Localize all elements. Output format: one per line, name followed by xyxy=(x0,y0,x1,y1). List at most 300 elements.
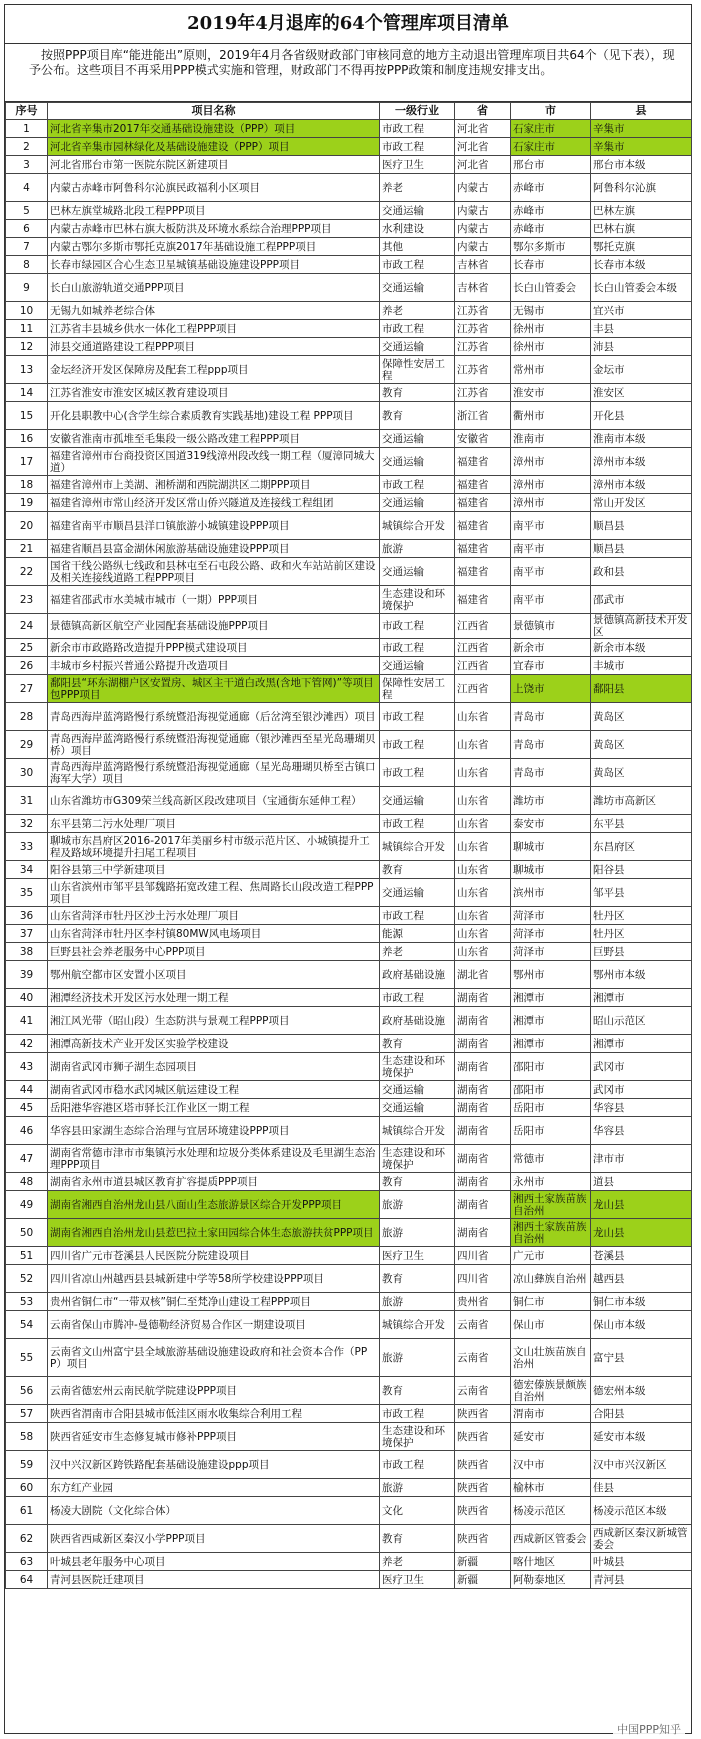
county-cell: 丰城市 xyxy=(591,657,692,675)
province-cell: 云南省 xyxy=(455,1377,511,1405)
table-row xyxy=(6,1497,692,1525)
row-number-cell: 33 xyxy=(6,833,48,861)
industry-cell: 交通运输 xyxy=(380,202,455,220)
table-row xyxy=(6,675,692,703)
county-cell: 巴林右旗 xyxy=(591,220,692,238)
province-cell: 内蒙古 xyxy=(455,174,511,202)
row-number-cell: 18 xyxy=(6,476,48,494)
table-row xyxy=(6,703,692,731)
table-row xyxy=(6,1173,692,1191)
industry-cell: 生态建设和环境保护 xyxy=(380,1145,455,1173)
city-cell: 邵阳市 xyxy=(511,1081,591,1099)
city-cell: 汉中市 xyxy=(511,1451,591,1479)
industry-cell: 教育 xyxy=(380,384,455,402)
table-row xyxy=(6,961,692,989)
table-row xyxy=(6,731,692,759)
city-cell: 榆林市 xyxy=(511,1479,591,1497)
industry-cell: 文化 xyxy=(380,1497,455,1525)
city-cell: 泰安市 xyxy=(511,815,591,833)
province-cell: 新疆 xyxy=(455,1553,511,1571)
project-name-cell: 湘潭高新技术产业开发区实验学校建设 xyxy=(48,1035,380,1053)
industry-cell: 交通运输 xyxy=(380,338,455,356)
county-cell: 道县 xyxy=(591,1173,692,1191)
county-cell: 青河县 xyxy=(591,1571,692,1589)
project-name-cell: 江苏省丰县城乡供水一体化工程PPP项目 xyxy=(48,320,380,338)
row-number-cell: 64 xyxy=(6,1571,48,1589)
table-row xyxy=(6,1053,692,1081)
row-number-cell: 60 xyxy=(6,1479,48,1497)
province-cell: 内蒙古 xyxy=(455,238,511,256)
footer-watermark: 中国PPP知乎 xyxy=(613,1721,685,1737)
county-cell: 华容县 xyxy=(591,1117,692,1145)
project-table xyxy=(5,102,692,1589)
project-name-cell: 河北省邢台市第一医院东院区新建项目 xyxy=(48,156,380,174)
table-row xyxy=(6,138,692,156)
industry-cell: 医疗卫生 xyxy=(380,156,455,174)
row-number-cell: 63 xyxy=(6,1553,48,1571)
province-cell: 江苏省 xyxy=(455,356,511,384)
province-cell: 河北省 xyxy=(455,156,511,174)
industry-cell: 生态建设和环境保护 xyxy=(380,1423,455,1451)
table-row xyxy=(6,1117,692,1145)
province-cell: 新疆 xyxy=(455,1571,511,1589)
project-name-cell: 福建省南平市顺昌县洋口镇旅游小城镇建设PPP项目 xyxy=(48,512,380,540)
province-cell: 江西省 xyxy=(455,657,511,675)
province-cell: 福建省 xyxy=(455,586,511,614)
province-cell: 四川省 xyxy=(455,1265,511,1293)
industry-cell: 市政工程 xyxy=(380,256,455,274)
project-name-cell: 华容县田家湖生态综合治理与宜居环境建设PPP项目 xyxy=(48,1117,380,1145)
city-cell: 石家庄市 xyxy=(511,138,591,156)
industry-cell: 教育 xyxy=(380,1173,455,1191)
city-cell: 菏泽市 xyxy=(511,907,591,925)
project-name-cell: 岳阳港华容港区塔市驿长江作业区一期工程 xyxy=(48,1099,380,1117)
province-cell: 河北省 xyxy=(455,138,511,156)
row-number-cell: 28 xyxy=(6,703,48,731)
table-row xyxy=(6,1081,692,1099)
county-cell: 黄岛区 xyxy=(591,731,692,759)
city-cell: 菏泽市 xyxy=(511,943,591,961)
province-cell: 内蒙古 xyxy=(455,202,511,220)
province-cell: 山东省 xyxy=(455,907,511,925)
province-cell: 江苏省 xyxy=(455,320,511,338)
table-row xyxy=(6,1423,692,1451)
county-cell: 昭山示范区 xyxy=(591,1007,692,1035)
project-name-cell: 鄱阳县“环东湖棚户区安置房、城区主干道白改黑(含地下管网)”等项目包PPP项目 xyxy=(48,675,380,703)
city-cell: 漳州市 xyxy=(511,476,591,494)
county-cell: 牡丹区 xyxy=(591,925,692,943)
county-cell: 牡丹区 xyxy=(591,907,692,925)
city-cell: 德宏傣族景颇族自治州 xyxy=(511,1377,591,1405)
industry-cell: 旅游 xyxy=(380,1191,455,1219)
row-number-cell: 49 xyxy=(6,1191,48,1219)
project-name-cell: 湖南省湘西自治州龙山县惹巴拉土家田园综合体生态旅游扶贫PPP项目 xyxy=(48,1219,380,1247)
county-cell: 佳县 xyxy=(591,1479,692,1497)
province-cell: 河北省 xyxy=(455,120,511,138)
city-cell: 聊城市 xyxy=(511,861,591,879)
table-row xyxy=(6,202,692,220)
county-cell: 淮南市本级 xyxy=(591,430,692,448)
city-cell: 聊城市 xyxy=(511,833,591,861)
city-cell: 永州市 xyxy=(511,1173,591,1191)
project-name-cell: 青岛西海岸蓝湾路慢行系统暨沿海视觉通廊（后岔湾至银沙滩西）项目 xyxy=(48,703,380,731)
industry-cell: 交通运输 xyxy=(380,558,455,586)
industry-cell: 生态建设和环境保护 xyxy=(380,586,455,614)
county-cell: 叶城县 xyxy=(591,1553,692,1571)
table-row xyxy=(6,256,692,274)
table-row xyxy=(6,1099,692,1117)
row-number-cell: 17 xyxy=(6,448,48,476)
industry-cell: 交通运输 xyxy=(380,430,455,448)
city-cell: 长白山管委会 xyxy=(511,274,591,302)
county-cell: 漳州市本级 xyxy=(591,448,692,476)
industry-cell: 市政工程 xyxy=(380,138,455,156)
county-cell: 武冈市 xyxy=(591,1081,692,1099)
table-row xyxy=(6,1145,692,1173)
table-row xyxy=(6,759,692,787)
project-name-cell: 贵州省铜仁市“一带双核”铜仁至梵净山建设工程PPP项目 xyxy=(48,1293,380,1311)
province-cell: 山东省 xyxy=(455,879,511,907)
county-cell: 德宏州本级 xyxy=(591,1377,692,1405)
county-cell: 常山开发区 xyxy=(591,494,692,512)
province-cell: 湖南省 xyxy=(455,1117,511,1145)
industry-cell: 交通运输 xyxy=(380,879,455,907)
province-cell: 江苏省 xyxy=(455,384,511,402)
row-number-cell: 48 xyxy=(6,1173,48,1191)
row-number-cell: 19 xyxy=(6,494,48,512)
county-cell: 龙山县 xyxy=(591,1191,692,1219)
city-cell: 喀什地区 xyxy=(511,1553,591,1571)
county-cell: 新余市本级 xyxy=(591,639,692,657)
industry-cell: 养老 xyxy=(380,943,455,961)
county-cell: 津市市 xyxy=(591,1145,692,1173)
province-cell: 湖南省 xyxy=(455,1007,511,1035)
city-cell: 邢台市 xyxy=(511,156,591,174)
project-name-cell: 湖南省常德市津市市集镇污水处理和垃圾分类体系建设及毛里湖生态治理PPP项目 xyxy=(48,1145,380,1173)
header-city: 市 xyxy=(511,103,591,120)
province-cell: 云南省 xyxy=(455,1339,511,1377)
table-row xyxy=(6,220,692,238)
province-cell: 福建省 xyxy=(455,448,511,476)
county-cell: 华容县 xyxy=(591,1099,692,1117)
county-cell: 龙山县 xyxy=(591,1219,692,1247)
industry-cell: 交通运输 xyxy=(380,274,455,302)
table-row xyxy=(6,1311,692,1339)
county-cell: 金坛市 xyxy=(591,356,692,384)
city-cell: 青岛市 xyxy=(511,703,591,731)
project-name-cell: 云南省保山市腾冲-曼德勒经济贸易合作区一期建设项目 xyxy=(48,1311,380,1339)
city-cell: 赤峰市 xyxy=(511,220,591,238)
province-cell: 山东省 xyxy=(455,731,511,759)
row-number-cell: 16 xyxy=(6,430,48,448)
county-cell: 开化县 xyxy=(591,402,692,430)
county-cell: 淮安区 xyxy=(591,384,692,402)
row-number-cell: 29 xyxy=(6,731,48,759)
row-number-cell: 37 xyxy=(6,925,48,943)
county-cell: 景德镇高新技术开发区 xyxy=(591,614,692,639)
project-name-cell: 叶城县老年服务中心项目 xyxy=(48,1553,380,1571)
row-number-cell: 12 xyxy=(6,338,48,356)
province-cell: 陕西省 xyxy=(455,1497,511,1525)
row-number-cell: 42 xyxy=(6,1035,48,1053)
industry-cell: 城镇综合开发 xyxy=(380,512,455,540)
county-cell: 政和县 xyxy=(591,558,692,586)
row-number-cell: 52 xyxy=(6,1265,48,1293)
row-number-cell: 23 xyxy=(6,586,48,614)
county-cell: 宜兴市 xyxy=(591,302,692,320)
project-name-cell: 金坛经济开发区保障房及配套工程ppp项目 xyxy=(48,356,380,384)
city-cell: 保山市 xyxy=(511,1311,591,1339)
province-cell: 陕西省 xyxy=(455,1479,511,1497)
table-row xyxy=(6,586,692,614)
row-number-cell: 45 xyxy=(6,1099,48,1117)
county-cell: 邵武市 xyxy=(591,586,692,614)
row-number-cell: 35 xyxy=(6,879,48,907)
row-number-cell: 22 xyxy=(6,558,48,586)
table-row xyxy=(6,512,692,540)
project-name-cell: 东方红产业园 xyxy=(48,1479,380,1497)
row-number-cell: 10 xyxy=(6,302,48,320)
county-cell: 巴林左旗 xyxy=(591,202,692,220)
city-cell: 西咸新区管委会 xyxy=(511,1525,591,1553)
county-cell: 湘潭市 xyxy=(591,989,692,1007)
row-number-cell: 39 xyxy=(6,961,48,989)
county-cell: 漳州市本级 xyxy=(591,476,692,494)
table-body xyxy=(6,120,692,1589)
header-industry: 一级行业 xyxy=(380,103,455,120)
header-no: 序号 xyxy=(6,103,48,120)
page-title: 2019年4月退库的64个管理库项目清单 xyxy=(5,5,691,44)
header-province: 省 xyxy=(455,103,511,120)
row-number-cell: 9 xyxy=(6,274,48,302)
row-number-cell: 13 xyxy=(6,356,48,384)
industry-cell: 交通运输 xyxy=(380,657,455,675)
city-cell: 潍坊市 xyxy=(511,787,591,815)
county-cell: 长春市本级 xyxy=(591,256,692,274)
table-row xyxy=(6,1571,692,1589)
table-row xyxy=(6,639,692,657)
project-name-cell: 陕西省延安市生态修复城市修补PPP项目 xyxy=(48,1423,380,1451)
city-cell: 邵阳市 xyxy=(511,1053,591,1081)
table-row xyxy=(6,815,692,833)
project-name-cell: 山东省菏泽市牡丹区李村镇80MW风电场项目 xyxy=(48,925,380,943)
table-row xyxy=(6,274,692,302)
row-number-cell: 38 xyxy=(6,943,48,961)
city-cell: 漳州市 xyxy=(511,494,591,512)
row-number-cell: 5 xyxy=(6,202,48,220)
row-number-cell: 15 xyxy=(6,402,48,430)
province-cell: 四川省 xyxy=(455,1247,511,1265)
county-cell: 黄岛区 xyxy=(591,759,692,787)
industry-cell: 市政工程 xyxy=(380,476,455,494)
county-cell: 延安市本级 xyxy=(591,1423,692,1451)
project-name-cell: 云南省德宏州云南民航学院建设PPP项目 xyxy=(48,1377,380,1405)
province-cell: 浙江省 xyxy=(455,402,511,430)
city-cell: 淮安市 xyxy=(511,384,591,402)
county-cell: 苍溪县 xyxy=(591,1247,692,1265)
industry-cell: 市政工程 xyxy=(380,731,455,759)
industry-cell: 教育 xyxy=(380,402,455,430)
city-cell: 宜春市 xyxy=(511,657,591,675)
province-cell: 山东省 xyxy=(455,787,511,815)
row-number-cell: 1 xyxy=(6,120,48,138)
table-row xyxy=(6,1191,692,1219)
county-cell: 沛县 xyxy=(591,338,692,356)
county-cell: 鄱阳县 xyxy=(591,675,692,703)
industry-cell: 旅游 xyxy=(380,540,455,558)
city-cell: 青岛市 xyxy=(511,731,591,759)
table-row xyxy=(6,1219,692,1247)
row-number-cell: 3 xyxy=(6,156,48,174)
row-number-cell: 55 xyxy=(6,1339,48,1377)
row-number-cell: 6 xyxy=(6,220,48,238)
province-cell: 山东省 xyxy=(455,703,511,731)
county-cell: 邹平县 xyxy=(591,879,692,907)
table-row xyxy=(6,156,692,174)
industry-cell: 交通运输 xyxy=(380,494,455,512)
project-name-cell: 陕西省渭南市合阳县城市低洼区雨水收集综合利用工程 xyxy=(48,1405,380,1423)
county-cell: 巨野县 xyxy=(591,943,692,961)
county-cell: 黄岛区 xyxy=(591,703,692,731)
table-row xyxy=(6,402,692,430)
industry-cell: 保障性安居工程 xyxy=(380,356,455,384)
city-cell: 鄂尔多斯市 xyxy=(511,238,591,256)
table-row xyxy=(6,1377,692,1405)
row-number-cell: 41 xyxy=(6,1007,48,1035)
province-cell: 湖南省 xyxy=(455,1173,511,1191)
industry-cell: 市政工程 xyxy=(380,907,455,925)
row-number-cell: 27 xyxy=(6,675,48,703)
project-name-cell: 内蒙古赤峰市巴林右旗大板防洪及环境水系综合治理PPP项目 xyxy=(48,220,380,238)
industry-cell: 市政工程 xyxy=(380,1405,455,1423)
city-cell: 湘潭市 xyxy=(511,1007,591,1035)
province-cell: 湖南省 xyxy=(455,1035,511,1053)
industry-cell: 政府基础设施 xyxy=(380,1007,455,1035)
industry-cell: 养老 xyxy=(380,174,455,202)
city-cell: 岳阳市 xyxy=(511,1099,591,1117)
row-number-cell: 14 xyxy=(6,384,48,402)
industry-cell: 市政工程 xyxy=(380,815,455,833)
project-name-cell: 福建省邵武市水美城市城市（一期）PPP项目 xyxy=(48,586,380,614)
row-number-cell: 21 xyxy=(6,540,48,558)
industry-cell: 养老 xyxy=(380,302,455,320)
city-cell: 阿勒泰地区 xyxy=(511,1571,591,1589)
table-row xyxy=(6,1247,692,1265)
table-row xyxy=(6,1339,692,1377)
table-row xyxy=(6,907,692,925)
city-cell: 赤峰市 xyxy=(511,174,591,202)
row-number-cell: 7 xyxy=(6,238,48,256)
city-cell: 南平市 xyxy=(511,586,591,614)
province-cell: 山东省 xyxy=(455,861,511,879)
row-number-cell: 2 xyxy=(6,138,48,156)
industry-cell: 市政工程 xyxy=(380,989,455,1007)
project-name-cell: 国省干线公路纵七线政和县林屯至石屯段公路、政和火车站站前区建设及相关连接线道路工程PPP项目 xyxy=(48,558,380,586)
province-cell: 湖南省 xyxy=(455,1053,511,1081)
project-name-cell: 青岛西海岸蓝湾路慢行系统暨沿海视觉通廊（星光岛珊瑚贝桥至古镇口海军大学）项目 xyxy=(48,759,380,787)
industry-cell: 市政工程 xyxy=(380,1451,455,1479)
project-name-cell: 聊城市东昌府区2016-2017年美丽乡村市级示范片区、小城镇提升工程及路域环境提升扫尾工程项目 xyxy=(48,833,380,861)
province-cell: 福建省 xyxy=(455,540,511,558)
project-name-cell: 陕西省西咸新区秦汉小学PPP项目 xyxy=(48,1525,380,1553)
project-name-cell: 湘江风光带（昭山段）生态防洪与景观工程PPP项目 xyxy=(48,1007,380,1035)
project-name-cell: 新余市市政路路改造提升PPP模式建设项目 xyxy=(48,639,380,657)
province-cell: 山东省 xyxy=(455,833,511,861)
city-cell: 湘潭市 xyxy=(511,989,591,1007)
province-cell: 安徽省 xyxy=(455,430,511,448)
city-cell: 杨凌示范区 xyxy=(511,1497,591,1525)
province-cell: 湖南省 xyxy=(455,989,511,1007)
project-name-cell: 河北省辛集市2017年交通基础设施建设（PPP）项目 xyxy=(48,120,380,138)
industry-cell: 市政工程 xyxy=(380,320,455,338)
row-number-cell: 61 xyxy=(6,1497,48,1525)
county-cell: 辛集市 xyxy=(591,120,692,138)
table-row xyxy=(6,540,692,558)
province-cell: 山东省 xyxy=(455,925,511,943)
project-name-cell: 长白山旅游轨道交通PPP项目 xyxy=(48,274,380,302)
table-row xyxy=(6,1525,692,1553)
province-cell: 陕西省 xyxy=(455,1451,511,1479)
province-cell: 山东省 xyxy=(455,943,511,961)
project-name-cell: 湘潭经济技术开发区污水处理一期工程 xyxy=(48,989,380,1007)
row-number-cell: 57 xyxy=(6,1405,48,1423)
industry-cell: 城镇综合开发 xyxy=(380,1117,455,1145)
project-name-cell: 青岛西海岸蓝湾路慢行系统暨沿海视觉通廊（银沙滩西至星光岛珊瑚贝桥）项目 xyxy=(48,731,380,759)
header-county: 县 xyxy=(591,103,692,120)
industry-cell: 保障性安居工程 xyxy=(380,675,455,703)
city-cell: 无锡市 xyxy=(511,302,591,320)
industry-cell: 市政工程 xyxy=(380,759,455,787)
table-row xyxy=(6,338,692,356)
table-row xyxy=(6,1265,692,1293)
row-number-cell: 32 xyxy=(6,815,48,833)
industry-cell: 交通运输 xyxy=(380,448,455,476)
table-row xyxy=(6,943,692,961)
province-cell: 江西省 xyxy=(455,614,511,639)
project-name-cell: 四川省广元市苍溪县人民医院分院建设项目 xyxy=(48,1247,380,1265)
city-cell: 南平市 xyxy=(511,558,591,586)
industry-cell: 教育 xyxy=(380,1377,455,1405)
row-number-cell: 46 xyxy=(6,1117,48,1145)
county-cell: 杨凌示范区本级 xyxy=(591,1497,692,1525)
province-cell: 陕西省 xyxy=(455,1525,511,1553)
table-row xyxy=(6,1035,692,1053)
industry-cell: 城镇综合开发 xyxy=(380,1311,455,1339)
city-cell: 新余市 xyxy=(511,639,591,657)
row-number-cell: 58 xyxy=(6,1423,48,1451)
table-row xyxy=(6,448,692,476)
county-cell: 顺昌县 xyxy=(591,512,692,540)
row-number-cell: 31 xyxy=(6,787,48,815)
industry-cell: 市政工程 xyxy=(380,120,455,138)
project-name-cell: 沛县交通道路建设工程PPP项目 xyxy=(48,338,380,356)
project-name-cell: 景德镇高新区航空产业园配套基础设施PPP项目 xyxy=(48,614,380,639)
table-row xyxy=(6,1007,692,1035)
row-number-cell: 44 xyxy=(6,1081,48,1099)
row-number-cell: 50 xyxy=(6,1219,48,1247)
project-name-cell: 巴林左旗堂城路北段工程PPP项目 xyxy=(48,202,380,220)
project-name-cell: 山东省滨州市邹平县邹魏路拓宽改建工程、焦周路长山段改造工程PPP项目 xyxy=(48,879,380,907)
row-number-cell: 26 xyxy=(6,657,48,675)
county-cell: 阳谷县 xyxy=(591,861,692,879)
county-cell: 长白山管委会本级 xyxy=(591,274,692,302)
project-name-cell: 山东省潍坊市G309荣兰线高新区段改建项目（宝通街东延伸工程） xyxy=(48,787,380,815)
project-name-cell: 东平县第二污水处理厂项目 xyxy=(48,815,380,833)
project-name-cell: 湖南省武冈市狮子湖生态园项目 xyxy=(48,1053,380,1081)
city-cell: 鄂州市 xyxy=(511,961,591,989)
project-name-cell: 开化县职教中心(含学生综合素质教育实践基地)建设工程 PPP项目 xyxy=(48,402,380,430)
row-number-cell: 59 xyxy=(6,1451,48,1479)
